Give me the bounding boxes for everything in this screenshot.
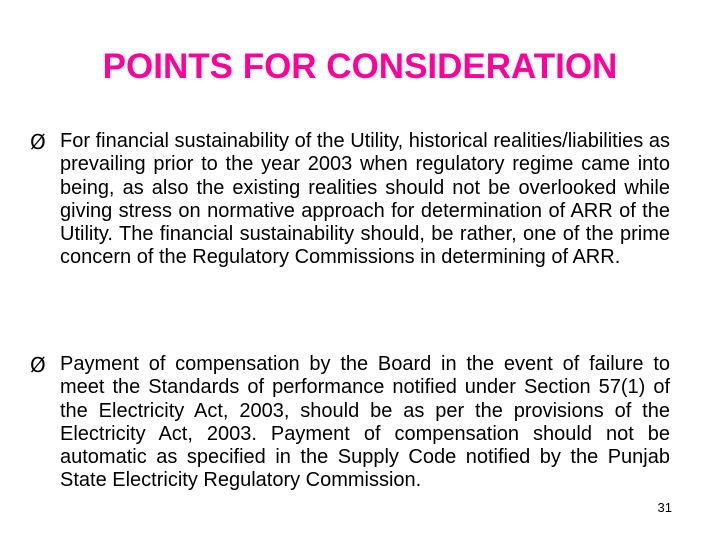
page-number: 31 bbox=[657, 500, 672, 515]
arrow-bullet-icon: Ø bbox=[30, 130, 46, 154]
slide-title: POINTS FOR CONSIDERATION bbox=[102, 47, 618, 86]
bullet-text: Payment of compensation by the Board in the event of failure to meet the Standards of performance notified under Section 57(1) of the Electricity Act, 2003, should be as per the provisions of the Electricity Act, 2003. Payment of compensation should not be automatic as specified in the Supply Code notified by the Punjab State Electricity Regulatory Commission. bbox=[60, 353, 670, 492]
bullet-point-compensation bbox=[30, 353, 670, 493]
bullet-text: For financial sustainability of the Utility, historical realities/liabilities as prevailing prior to the year 2003 when regulatory regime came into being, as also the existing realities should not be overlooked while giving stress on normative approach for determination of ARR of the Utility. The financial sustainability should, be rather, one of the prime concern of the Regulatory Commissions in determining of ARR. bbox=[60, 130, 670, 269]
arrow-bullet-icon: Ø bbox=[30, 353, 46, 377]
bullet-point-sustainability bbox=[30, 130, 670, 270]
